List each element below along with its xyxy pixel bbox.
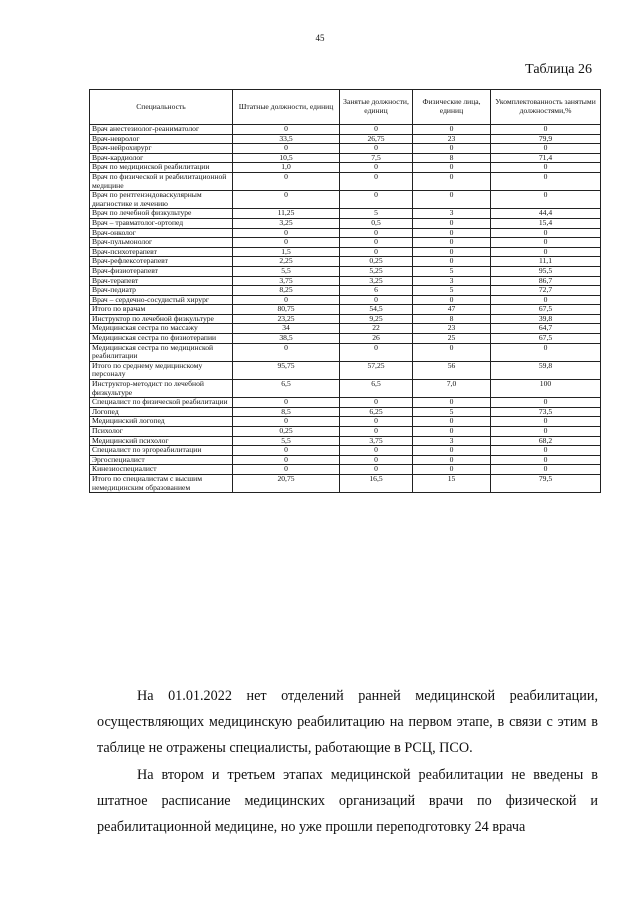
cell-specialty: Специалист по эргореабилитации: [90, 446, 233, 456]
cell-individuals: 5: [413, 407, 491, 417]
cell-occupied-positions: 0: [340, 343, 413, 361]
cell-staffing-percent: 39,8: [491, 314, 601, 324]
table-row: [90, 238, 601, 248]
cell-staffing-percent: 79,9: [491, 134, 601, 144]
cell-specialty: Врач-невролог: [90, 134, 233, 144]
cell-staffing-percent: 71,4: [491, 153, 601, 163]
cell-occupied-positions: 0: [340, 398, 413, 408]
cell-specialty: Медицинский логопед: [90, 417, 233, 427]
cell-staffing-percent: 0: [491, 465, 601, 475]
cell-individuals: 0: [413, 417, 491, 427]
cell-occupied-positions: 0: [340, 417, 413, 427]
cell-staffing-percent: 67,5: [491, 334, 601, 344]
table-row: [90, 276, 601, 286]
cell-staffing-percent: 64,7: [491, 324, 601, 334]
header-specialty: Специальность: [90, 90, 233, 125]
cell-specialty: Врач по физической и реабилитационной медицине: [90, 172, 233, 190]
paragraph-early-rehab: На 01.01.2022 нет отделений ранней медицинской реабилитации, осуществляющих медицинскую реабилитацию на первом этапе, в связи с этим в таблице не отражены специалисты, работающие в РСЦ, ПСО.: [97, 688, 598, 756]
cell-individuals: 0: [413, 144, 491, 154]
table-row: [90, 228, 601, 238]
cell-staff-positions: 1,0: [233, 163, 340, 173]
cell-staffing-percent: 0: [491, 446, 601, 456]
cell-staff-positions: 0: [233, 343, 340, 361]
cell-occupied-positions: 0: [340, 295, 413, 305]
table-row: [90, 172, 601, 190]
cell-specialty: Итого по среднему медицинскому персоналу: [90, 361, 233, 379]
cell-staff-positions: 0: [233, 238, 340, 248]
cell-occupied-positions: 26,75: [340, 134, 413, 144]
cell-staff-positions: 0: [233, 228, 340, 238]
cell-specialty: Врач-психотерапевт: [90, 247, 233, 257]
cell-individuals: 23: [413, 324, 491, 334]
staffing-table: [89, 89, 601, 493]
cell-staffing-percent: 0: [491, 125, 601, 135]
cell-individuals: 0: [413, 295, 491, 305]
table-header-row: [90, 90, 601, 125]
cell-individuals: 0: [413, 228, 491, 238]
cell-specialty: Врач по рентгенэндоваскулярным диагностике и лечению: [90, 191, 233, 209]
cell-staff-positions: 33,5: [233, 134, 340, 144]
cell-individuals: 8: [413, 314, 491, 324]
cell-occupied-positions: 7,5: [340, 153, 413, 163]
cell-staffing-percent: 0: [491, 144, 601, 154]
cell-specialty: Врач-нейрохирург: [90, 144, 233, 154]
cell-individuals: 25: [413, 334, 491, 344]
cell-specialty: Врач – травматолог-ортопед: [90, 218, 233, 228]
cell-specialty: Врач-пульмонолог: [90, 238, 233, 248]
cell-staffing-percent: 86,7: [491, 276, 601, 286]
cell-staffing-percent: 0: [491, 228, 601, 238]
cell-staff-positions: 95,75: [233, 361, 340, 379]
header-occupied-positions: Занятые должности, единиц: [340, 90, 413, 125]
cell-staffing-percent: 67,5: [491, 305, 601, 315]
table-row: [90, 209, 601, 219]
cell-occupied-positions: 6,25: [340, 407, 413, 417]
cell-individuals: 23: [413, 134, 491, 144]
cell-individuals: 0: [413, 172, 491, 190]
cell-occupied-positions: 22: [340, 324, 413, 334]
cell-occupied-positions: 0: [340, 172, 413, 190]
cell-staff-positions: 11,25: [233, 209, 340, 219]
cell-individuals: 0: [413, 163, 491, 173]
cell-specialty: Медицинская сестра по массажу: [90, 324, 233, 334]
cell-occupied-positions: 0: [340, 247, 413, 257]
cell-individuals: 0: [413, 238, 491, 248]
cell-specialty: Медицинская сестра по физиотерапии: [90, 334, 233, 344]
cell-specialty: Кинезиоспециалист: [90, 465, 233, 475]
cell-staff-positions: 0: [233, 455, 340, 465]
header-individuals: Физические лица, единиц: [413, 90, 491, 125]
cell-occupied-positions: 0: [340, 228, 413, 238]
cell-specialty: Итого по врачам: [90, 305, 233, 315]
cell-occupied-positions: 0: [340, 191, 413, 209]
cell-specialty: Врач по медицинской реабилитации: [90, 163, 233, 173]
cell-specialty: Специалист по физической реабилитации: [90, 398, 233, 408]
cell-staffing-percent: 0: [491, 172, 601, 190]
table-row: [90, 218, 601, 228]
cell-individuals: 56: [413, 361, 491, 379]
cell-occupied-positions: 3,75: [340, 436, 413, 446]
cell-individuals: 3: [413, 209, 491, 219]
cell-staff-positions: 0: [233, 295, 340, 305]
cell-occupied-positions: 0,5: [340, 218, 413, 228]
cell-staff-positions: 0: [233, 398, 340, 408]
cell-individuals: 15: [413, 474, 491, 492]
cell-occupied-positions: 57,25: [340, 361, 413, 379]
table-title: Таблица 26: [525, 62, 592, 77]
cell-specialty: Врач-физиотерапевт: [90, 266, 233, 276]
cell-staff-positions: 38,5: [233, 334, 340, 344]
cell-staff-positions: 3,75: [233, 276, 340, 286]
cell-staffing-percent: 0: [491, 427, 601, 437]
table-row: [90, 427, 601, 437]
cell-staffing-percent: 59,8: [491, 361, 601, 379]
table-row: [90, 266, 601, 276]
cell-staff-positions: 6,5: [233, 380, 340, 398]
cell-individuals: 0: [413, 218, 491, 228]
cell-staff-positions: 0: [233, 172, 340, 190]
cell-individuals: 0: [413, 465, 491, 475]
cell-individuals: 0: [413, 343, 491, 361]
cell-occupied-positions: 3,25: [340, 276, 413, 286]
table-row: [90, 417, 601, 427]
cell-staff-positions: 1,5: [233, 247, 340, 257]
cell-specialty: Логопед: [90, 407, 233, 417]
table-row: [90, 286, 601, 296]
cell-staffing-percent: 0: [491, 295, 601, 305]
table-row: [90, 295, 601, 305]
cell-individuals: 0: [413, 125, 491, 135]
cell-individuals: 0: [413, 257, 491, 267]
cell-individuals: 0: [413, 455, 491, 465]
table-row: [90, 305, 601, 315]
cell-staffing-percent: 0: [491, 238, 601, 248]
cell-staffing-percent: 0: [491, 191, 601, 209]
cell-staffing-percent: 15,4: [491, 218, 601, 228]
cell-individuals: 0: [413, 427, 491, 437]
header-staffing-percent: Укомплектованность занятыми должностями,%: [491, 90, 601, 125]
cell-occupied-positions: 6,5: [340, 380, 413, 398]
cell-occupied-positions: 9,25: [340, 314, 413, 324]
cell-staff-positions: 0: [233, 191, 340, 209]
cell-staffing-percent: 0: [491, 417, 601, 427]
cell-staff-positions: 0: [233, 144, 340, 154]
cell-staffing-percent: 11,1: [491, 257, 601, 267]
cell-staffing-percent: 0: [491, 398, 601, 408]
cell-specialty: Психолог: [90, 427, 233, 437]
cell-staffing-percent: 0: [491, 163, 601, 173]
cell-occupied-positions: 0: [340, 144, 413, 154]
cell-staffing-percent: 68,2: [491, 436, 601, 446]
table-row: [90, 191, 601, 209]
table-row: [90, 446, 601, 456]
cell-specialty: Врач анестезиолог-реаниматолог: [90, 125, 233, 135]
cell-occupied-positions: 5: [340, 209, 413, 219]
cell-occupied-positions: 0: [340, 163, 413, 173]
cell-staff-positions: 3,25: [233, 218, 340, 228]
cell-staffing-percent: 95,5: [491, 266, 601, 276]
cell-individuals: 0: [413, 247, 491, 257]
cell-occupied-positions: 0: [340, 125, 413, 135]
cell-specialty: Врач-рефлексотерапевт: [90, 257, 233, 267]
cell-occupied-positions: 54,5: [340, 305, 413, 315]
cell-individuals: 3: [413, 276, 491, 286]
cell-staff-positions: 10,5: [233, 153, 340, 163]
cell-staff-positions: 80,75: [233, 305, 340, 315]
cell-staffing-percent: 0: [491, 247, 601, 257]
table-body: [90, 125, 601, 493]
table-row: [90, 380, 601, 398]
cell-occupied-positions: 0,25: [340, 257, 413, 267]
table-row: [90, 455, 601, 465]
cell-staffing-percent: 0: [491, 343, 601, 361]
cell-individuals: 5: [413, 266, 491, 276]
cell-staffing-percent: 73,5: [491, 407, 601, 417]
cell-specialty: Эргоспециалист: [90, 455, 233, 465]
header-staff-positions: Штатные должности, единиц: [233, 90, 340, 125]
cell-occupied-positions: 0: [340, 427, 413, 437]
table-row: [90, 257, 601, 267]
cell-specialty: Врач-терапевт: [90, 276, 233, 286]
cell-specialty: Врач-кардиолог: [90, 153, 233, 163]
cell-specialty: Врач-онколог: [90, 228, 233, 238]
cell-staff-positions: 0: [233, 465, 340, 475]
paragraph-retraining: На втором и третьем этапах медицинской реабилитации не введены в штатное расписание медицинских организаций врачи по физической и реабилитационной медицине, но уже прошли переподготовку 24 врача: [97, 767, 598, 835]
cell-staffing-percent: 72,7: [491, 286, 601, 296]
cell-specialty: Инструктор-методист по лечебной физкультуре: [90, 380, 233, 398]
cell-occupied-positions: 6: [340, 286, 413, 296]
table-row: [90, 474, 601, 492]
cell-staff-positions: 23,25: [233, 314, 340, 324]
cell-occupied-positions: 0: [340, 446, 413, 456]
table-row: [90, 398, 601, 408]
cell-specialty: Инструктор по лечебной физкультуре: [90, 314, 233, 324]
cell-staff-positions: 8,25: [233, 286, 340, 296]
table-row: [90, 361, 601, 379]
cell-occupied-positions: 0: [340, 455, 413, 465]
cell-staff-positions: 5,5: [233, 436, 340, 446]
table-row: [90, 334, 601, 344]
cell-staffing-percent: 79,5: [491, 474, 601, 492]
cell-staff-positions: 0: [233, 446, 340, 456]
cell-staff-positions: 5,5: [233, 266, 340, 276]
table-row: [90, 144, 601, 154]
cell-occupied-positions: 0: [340, 238, 413, 248]
cell-individuals: 0: [413, 446, 491, 456]
cell-specialty: Врач по лечебной физкультуре: [90, 209, 233, 219]
table-row: [90, 134, 601, 144]
cell-specialty: Медицинский психолог: [90, 436, 233, 446]
cell-staff-positions: 34: [233, 324, 340, 334]
cell-staff-positions: 0: [233, 417, 340, 427]
cell-specialty: Итого по специалистам с высшим немедицинским образованием: [90, 474, 233, 492]
cell-staff-positions: 8,5: [233, 407, 340, 417]
cell-staffing-percent: 0: [491, 455, 601, 465]
cell-individuals: 0: [413, 398, 491, 408]
cell-individuals: 7,0: [413, 380, 491, 398]
table-row: [90, 343, 601, 361]
cell-specialty: Врач – сердечно-сосудистый хирург: [90, 295, 233, 305]
cell-specialty: Медицинская сестра по медицинской реабилитации: [90, 343, 233, 361]
page-number: 45: [315, 33, 325, 43]
cell-occupied-positions: 16,5: [340, 474, 413, 492]
cell-specialty: Врач-педиатр: [90, 286, 233, 296]
cell-staffing-percent: 44,4: [491, 209, 601, 219]
cell-staff-positions: 0: [233, 125, 340, 135]
cell-occupied-positions: 0: [340, 465, 413, 475]
cell-individuals: 47: [413, 305, 491, 315]
cell-individuals: 8: [413, 153, 491, 163]
table-row: [90, 407, 601, 417]
cell-staff-positions: 0,25: [233, 427, 340, 437]
table-row: [90, 125, 601, 135]
cell-individuals: 0: [413, 191, 491, 209]
cell-staff-positions: 20,75: [233, 474, 340, 492]
cell-occupied-positions: 26: [340, 334, 413, 344]
cell-individuals: 3: [413, 436, 491, 446]
staffing-table-container: [89, 89, 600, 493]
cell-occupied-positions: 5,25: [340, 266, 413, 276]
cell-staff-positions: 2,25: [233, 257, 340, 267]
cell-individuals: 5: [413, 286, 491, 296]
cell-staffing-percent: 100: [491, 380, 601, 398]
